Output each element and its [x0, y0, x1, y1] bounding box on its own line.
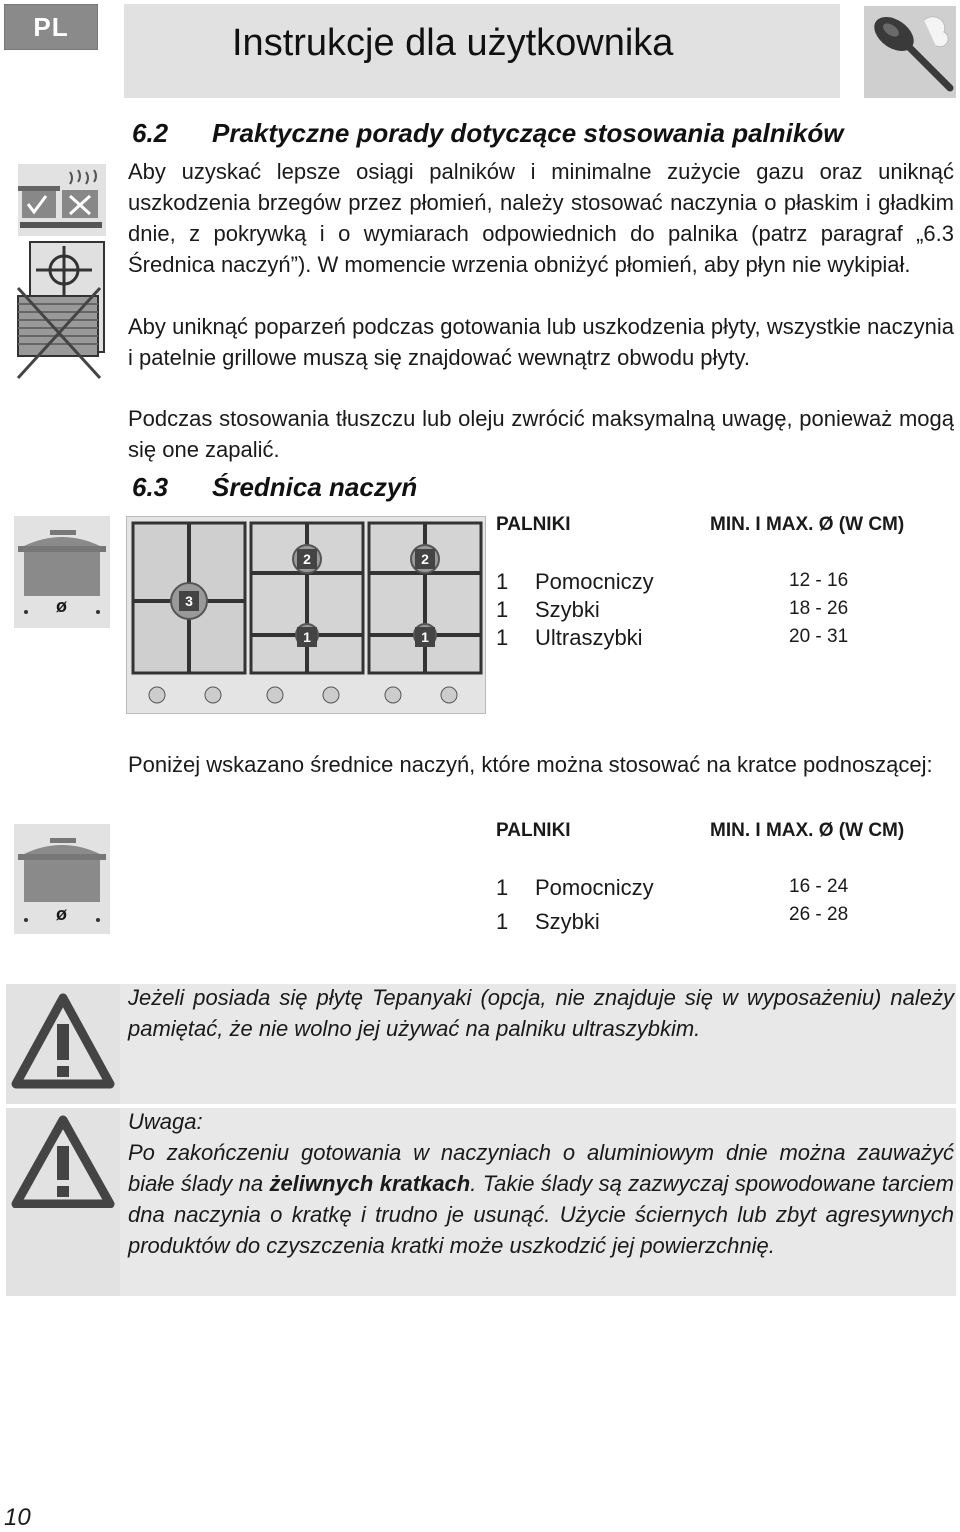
table1-row-name: Szybki: [535, 597, 600, 622]
burner-label-2: 2: [297, 549, 317, 569]
section-title: Średnica naczyń: [212, 472, 418, 502]
table1-row-name: Pomocniczy: [535, 569, 654, 594]
page-number: 10: [4, 1504, 31, 1531]
diameter-symbol: ø: [56, 596, 67, 616]
table2-row-range: 26 - 28: [789, 904, 849, 925]
hob-image: [126, 516, 486, 714]
paragraph-raised-grid: Poniżej wskazano średnice naczyń, które można stosować na kratce podnoszącej:: [128, 752, 933, 777]
burner-label-2: 2: [415, 549, 435, 569]
pot-diameter-icon: [14, 824, 110, 934]
warning-icon: [6, 984, 120, 1104]
table1-header-diameter: MIN. I MAX. Ø (W CM): [710, 514, 905, 535]
burner-label-1: 1: [415, 627, 435, 647]
boiling-pot-icon: [18, 164, 106, 236]
section-number: 6.3: [132, 472, 169, 502]
section-6-2-heading: [132, 118, 843, 149]
table2-row-count: 1: [496, 909, 509, 934]
warning-heading: Uwaga:: [128, 1109, 203, 1134]
table2-header-burners: PALNIKI: [496, 820, 571, 841]
pot-diameter-icon: [14, 516, 110, 628]
table1-row-count: 1: [496, 569, 509, 594]
pan-outside-hob-icon: [16, 238, 106, 380]
table1-row-range: 18 - 26: [789, 598, 849, 619]
table2-row-name: Pomocniczy: [535, 875, 654, 900]
language-badge: PL: [4, 4, 98, 50]
diameter-symbol: ø: [56, 904, 67, 924]
table1-header-burners: PALNIKI: [496, 514, 571, 535]
table2-row-range: 16 - 24: [789, 876, 849, 897]
warning-body: [128, 1137, 954, 1261]
section-title: Praktyczne porady dotyczące stosowania palników: [212, 118, 844, 148]
burner-label-3: 3: [179, 591, 199, 611]
table2-row-name: Szybki: [535, 909, 600, 934]
table1-row-count: 1: [496, 625, 509, 650]
table2-header-diameter: MIN. I MAX. Ø (W CM): [710, 820, 905, 841]
table1-row-range: 12 - 16: [789, 570, 849, 591]
table2-row-count: 1: [496, 875, 509, 900]
warning-text-aluminium: [128, 1106, 954, 1261]
section-number: 6.2: [132, 118, 169, 148]
spoon-logo-icon: [864, 6, 956, 98]
warning-icon: [6, 1108, 120, 1296]
warning-text-tepanyaki: Jeżeli posiada się płytę Tepanyaki (opcja, nie znajduje się w wyposażeniu) należy pamiętać, że nie wolno jej używać na palniku ultraszybkim.: [128, 985, 954, 1041]
table1-row-range: 20 - 31: [789, 626, 849, 647]
section-6-3-heading: [132, 472, 417, 503]
warning-body-end: . Takie ślady są zazwyczaj spowodowane tarciem dna naczynia o kratkę i trudno je usunąć. Użycie ściernych lub zbyt agresywnych produktów do czyszczenia kratki może uszkodzić jej powierzchnię.: [128, 1171, 954, 1258]
warning-body-start: Po zakończeniu gotowania w naczyniach o aluminiowym dnie można zauważyć białe ślady na: [128, 1140, 954, 1196]
table1-row-name: Ultraszybki: [535, 625, 643, 650]
page-title: Instrukcje dla użytkownika: [232, 22, 674, 64]
paragraph-oil: Podczas stosowania tłuszczu lub oleju zwrócić maksymalną uwagę, ponieważ mogą się one zapalić.: [128, 406, 954, 462]
warning-body-bold: żeliwnych kratkach: [269, 1171, 471, 1196]
paragraph-pans: Aby uzyskać lepsze osiągi palników i minimalne zużycie gazu oraz uniknąć uszkodzenia brzegów przez płomień, należy stosować naczynia o płaskim i gładkim dnie, z pokrywką i o wymiarach odpowiednich do palnika (patrz paragraf „6.3 Średnica naczyń”). W momencie wrzenia obniżyć płomień, aby płyn nie wykipiał.: [128, 159, 954, 277]
burner-label-1: 1: [297, 627, 317, 647]
paragraph-burns: Aby uniknąć poparzeń podczas gotowania lub uszkodzenia płyty, wszystkie naczynia i patelnie grillowe muszą się znajdować wewnątrz obwodu płyty.: [128, 314, 954, 370]
table1-row-count: 1: [496, 597, 509, 622]
